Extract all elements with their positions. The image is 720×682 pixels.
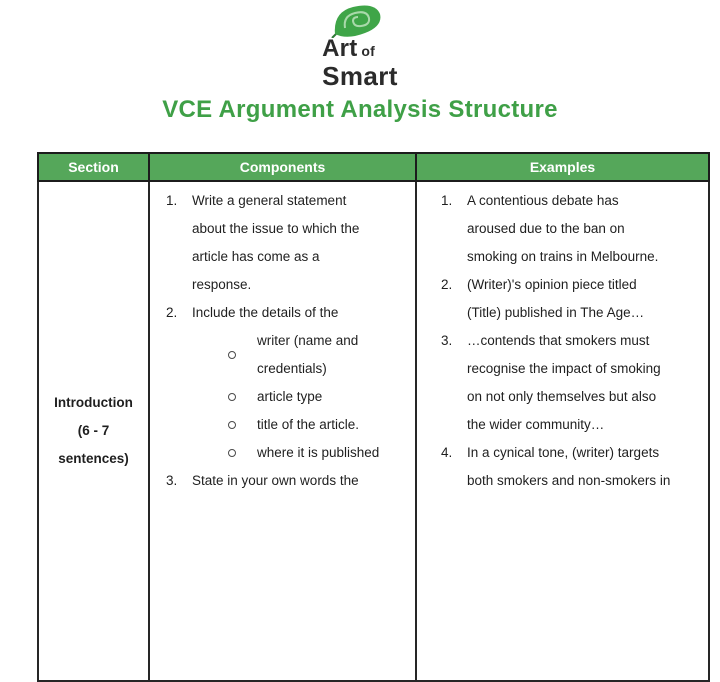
section-line: Introduction <box>54 395 133 410</box>
text-line: smoking on trains in Melbourne. <box>467 249 659 264</box>
text-line: (Title) published in The Age… <box>467 305 645 320</box>
list-item-text <box>192 187 407 299</box>
circle-bullet-icon <box>228 383 257 411</box>
list-item-text <box>192 299 407 327</box>
leaf-logo-icon <box>331 4 383 36</box>
text-line: A contentious debate has <box>467 193 619 208</box>
section-line: sentences) <box>58 451 129 466</box>
list-item-text <box>467 271 700 327</box>
text-line: title of the article. <box>257 417 360 432</box>
list-number: 2. <box>441 277 453 292</box>
text-line: response. <box>192 277 252 292</box>
list-item-text <box>257 411 407 439</box>
text-line: writer (name and <box>257 333 359 348</box>
brand-text <box>322 37 398 89</box>
components-item <box>166 187 407 299</box>
list-number: 3. <box>166 473 178 488</box>
components-cell <box>149 181 416 681</box>
list-number: 1. <box>166 193 178 208</box>
circle-bullet-icon <box>228 439 257 467</box>
section-line: (6 - 7 <box>77 423 110 438</box>
list-item-text <box>467 327 700 439</box>
list-item-text <box>257 383 407 411</box>
text-line: article type <box>257 389 323 404</box>
text-line: Include the details of the <box>192 305 339 320</box>
list-item-text <box>257 327 407 383</box>
examples-cell <box>416 181 709 681</box>
brand-line-1 <box>322 37 398 61</box>
examples-item <box>441 187 700 271</box>
col-header-components: Components <box>149 153 416 181</box>
brand-of: of <box>361 43 376 59</box>
text-line: In a cynical tone, (writer) targets <box>467 445 660 460</box>
list-item-text <box>257 439 407 467</box>
list-number: 2. <box>166 305 178 320</box>
text-line: Write a general statement <box>192 193 347 208</box>
circle-bullet-icon <box>228 411 257 439</box>
text-line: State in your own words the <box>192 473 359 488</box>
brand-smart: Smart <box>322 61 398 91</box>
components-item <box>166 327 407 383</box>
col-header-section: Section <box>38 153 149 181</box>
text-line: credentials) <box>257 361 327 376</box>
text-line: about the issue to which the <box>192 221 360 236</box>
list-number: 3. <box>441 333 453 348</box>
list-number: 1. <box>441 193 453 208</box>
text-line: on not only themselves but also <box>467 389 657 404</box>
text-line: aroused due to the ban on <box>467 221 625 236</box>
circle-bullet-icon <box>228 327 257 383</box>
text-line: recognise the impact of smoking <box>467 361 661 376</box>
text-line: article has come as a <box>192 249 320 264</box>
components-item <box>166 439 407 467</box>
section-cell <box>38 181 149 681</box>
text-line: where it is published <box>257 445 380 460</box>
list-item-text <box>467 187 700 271</box>
list-item-text <box>467 439 700 495</box>
table-row <box>38 181 709 681</box>
text-line: the wider community… <box>467 417 605 432</box>
components-item <box>166 411 407 439</box>
logo <box>0 4 720 89</box>
examples-item <box>441 271 700 327</box>
brand-art: Art <box>322 35 358 62</box>
table-header-row <box>38 153 709 181</box>
components-item <box>166 299 407 327</box>
page-title: VCE Argument Analysis Structure <box>162 96 558 123</box>
components-item <box>166 467 407 495</box>
text-line: (Writer)'s opinion piece titled <box>467 277 637 292</box>
text-line: …contends that smokers must <box>467 333 650 348</box>
examples-item <box>441 327 700 439</box>
components-item <box>166 383 407 411</box>
col-header-examples: Examples <box>416 153 709 181</box>
text-line: both smokers and non-smokers in <box>467 473 671 488</box>
list-number: 4. <box>441 445 453 460</box>
list-item-text <box>192 467 407 495</box>
examples-item <box>441 439 700 495</box>
structure-table <box>37 152 710 682</box>
